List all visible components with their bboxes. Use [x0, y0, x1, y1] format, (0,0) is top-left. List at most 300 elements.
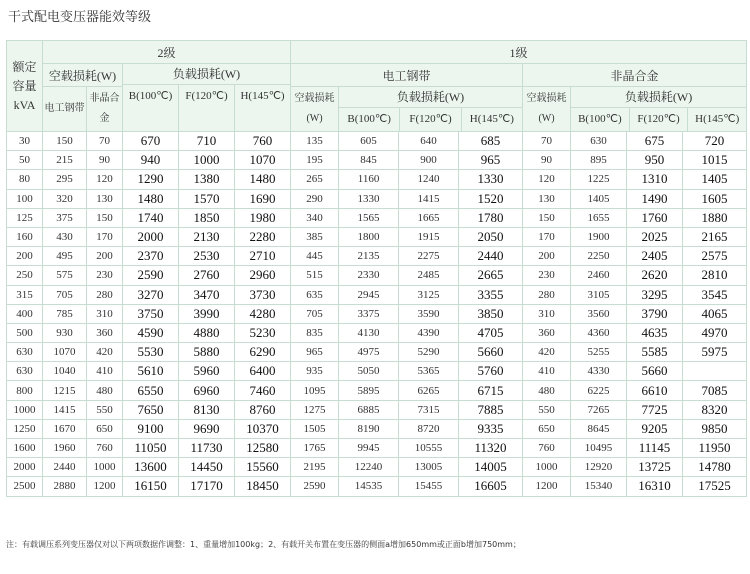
- table-cell: 135: [291, 132, 339, 151]
- table-cell: 3560: [571, 304, 627, 323]
- table-cell: 3295: [627, 285, 683, 304]
- table-cell: 1915: [399, 227, 459, 246]
- table-cell: 6715: [459, 381, 523, 400]
- table-cell: 670: [123, 132, 179, 151]
- table-cell: 11950: [683, 439, 747, 458]
- table-cell: 1070: [43, 343, 87, 362]
- table-row: [7, 439, 747, 458]
- table-cell: 265: [291, 170, 339, 189]
- table-cell: 4635: [627, 323, 683, 342]
- table-cell: 2330: [339, 266, 399, 285]
- table-cell: 3125: [399, 285, 459, 304]
- table-cell: 800: [7, 381, 43, 400]
- table-row: [7, 343, 747, 362]
- table-cell: 9205: [627, 419, 683, 438]
- table-cell: 6610: [627, 381, 683, 400]
- table-cell: 3355: [459, 285, 523, 304]
- g1-amorphous-header: 非晶合金: [523, 64, 747, 87]
- table-cell: 70: [523, 132, 571, 151]
- table-cell: 13725: [627, 458, 683, 477]
- table-cell: 635: [291, 285, 339, 304]
- table-cell: 3545: [683, 285, 747, 304]
- table-cell: 90: [523, 151, 571, 170]
- table-cell: 11050: [123, 439, 179, 458]
- table-cell: 1200: [523, 477, 571, 496]
- table-cell: 845: [339, 151, 399, 170]
- table-cell: 9335: [459, 419, 523, 438]
- table-cell: 1605: [683, 189, 747, 208]
- table-cell: 4065: [683, 304, 747, 323]
- table-cell: 15340: [571, 477, 627, 496]
- table-cell: 5230: [235, 323, 291, 342]
- table-cell: 760: [235, 132, 291, 151]
- load-loss-label: 负载损耗(W): [123, 64, 290, 85]
- table-cell: 7085: [683, 381, 747, 400]
- table-cell: 4705: [459, 323, 523, 342]
- table-cell: 480: [87, 381, 123, 400]
- temp-header-h: H(145℃): [695, 113, 740, 125]
- table-cell: 150: [87, 208, 123, 227]
- table-row: [7, 458, 747, 477]
- table-cell: 2280: [235, 227, 291, 246]
- table-cell: 6225: [571, 381, 627, 400]
- table-cell: 965: [291, 343, 339, 362]
- table-cell: 1215: [43, 381, 87, 400]
- table-cell: 575: [43, 266, 87, 285]
- table-cell: 1275: [291, 400, 339, 419]
- table-cell: 1780: [459, 208, 523, 227]
- table-cell: 1160: [339, 170, 399, 189]
- table-cell: 170: [87, 227, 123, 246]
- table-cell: 9945: [339, 439, 399, 458]
- table-cell: 4280: [235, 304, 291, 323]
- table-cell: 650: [87, 419, 123, 438]
- table-cell: 515: [291, 266, 339, 285]
- table-cell: 4590: [123, 323, 179, 342]
- g1-steel-load-header: [339, 87, 523, 132]
- table-cell: 420: [87, 343, 123, 362]
- table-cell: 720: [683, 132, 747, 151]
- table-row: [7, 189, 747, 208]
- page-title: 干式配电变压器能效等级: [8, 10, 152, 25]
- table-row: [7, 132, 747, 151]
- table-row: [7, 323, 747, 342]
- table-cell: 1570: [179, 189, 235, 208]
- table-cell: 7885: [459, 400, 523, 419]
- temp-header-b: B(100℃): [339, 108, 400, 131]
- table-row: [7, 227, 747, 246]
- table-cell: 13005: [399, 458, 459, 477]
- table-cell: 630: [571, 132, 627, 151]
- table-cell: 2440: [459, 247, 523, 266]
- table-cell: 2500: [7, 477, 43, 496]
- table-cell: 2370: [123, 247, 179, 266]
- table-cell: 120: [87, 170, 123, 189]
- table-cell: 1600: [7, 439, 43, 458]
- table-cell: 3470: [179, 285, 235, 304]
- table-cell: 400: [7, 304, 43, 323]
- table-cell: 6885: [339, 400, 399, 419]
- table-cell: 675: [627, 132, 683, 151]
- table-row: [7, 362, 747, 381]
- table-cell: 5050: [339, 362, 399, 381]
- table-cell: 6960: [179, 381, 235, 400]
- table-cell: 1405: [683, 170, 747, 189]
- table-cell: 1960: [43, 439, 87, 458]
- table-cell: 445: [291, 247, 339, 266]
- table-cell: 1240: [399, 170, 459, 189]
- table-cell: 2810: [683, 266, 747, 285]
- table-cell: 10495: [571, 439, 627, 458]
- table-cell: 2575: [683, 247, 747, 266]
- table-cell: 410: [87, 362, 123, 381]
- table-cell: 360: [523, 323, 571, 342]
- table-cell: 12240: [339, 458, 399, 477]
- table-cell: 310: [87, 304, 123, 323]
- table-cell: 130: [87, 189, 123, 208]
- table-cell: [683, 362, 747, 381]
- grade1-header: 1级: [291, 41, 747, 64]
- table-cell: 315: [7, 285, 43, 304]
- table-row: [7, 247, 747, 266]
- table-cell: 2135: [339, 247, 399, 266]
- table-cell: 1670: [43, 419, 87, 438]
- g2-load-header: [123, 64, 291, 132]
- table-cell: 13600: [123, 458, 179, 477]
- table-cell: 705: [43, 285, 87, 304]
- table-cell: 6290: [235, 343, 291, 362]
- table-cell: 1505: [291, 419, 339, 438]
- table-cell: 4880: [179, 323, 235, 342]
- table-cell: 14450: [179, 458, 235, 477]
- table-cell: 2665: [459, 266, 523, 285]
- table-cell: 5530: [123, 343, 179, 362]
- table-cell: 230: [523, 266, 571, 285]
- table-cell: 6550: [123, 381, 179, 400]
- table-cell: 1480: [123, 189, 179, 208]
- table-cell: 340: [291, 208, 339, 227]
- table-cell: 130: [523, 189, 571, 208]
- table-cell: 250: [7, 266, 43, 285]
- table-row: [7, 266, 747, 285]
- table-cell: 3270: [123, 285, 179, 304]
- table-cell: 1665: [399, 208, 459, 227]
- temp-header-b: B(100℃): [123, 85, 179, 131]
- table-cell: 1000: [7, 400, 43, 419]
- table-cell: 7315: [399, 400, 459, 419]
- table-cell: 14780: [683, 458, 747, 477]
- table-cell: 3750: [123, 304, 179, 323]
- table-cell: 14005: [459, 458, 523, 477]
- g1-amorphous-no-load-header: 空载损耗(W): [523, 87, 571, 132]
- table-cell: 385: [291, 227, 339, 246]
- table-cell: 50: [7, 151, 43, 170]
- table-cell: 3850: [459, 304, 523, 323]
- table-cell: 15560: [235, 458, 291, 477]
- table-cell: 2880: [43, 477, 87, 496]
- table-cell: 1980: [235, 208, 291, 227]
- table-cell: 835: [291, 323, 339, 342]
- table-cell: 930: [43, 323, 87, 342]
- table-cell: 8320: [683, 400, 747, 419]
- table-cell: 7725: [627, 400, 683, 419]
- footnote: 注：有载调压系列变压器仅对以下两项数据作调整：1、重量增加100kg；2、有载开关布置在变压器的侧面a增加650mm或正面b增加750mm；: [6, 540, 521, 549]
- table-cell: 640: [399, 132, 459, 151]
- table-cell: 2460: [571, 266, 627, 285]
- table-cell: 5880: [179, 343, 235, 362]
- table-cell: 215: [43, 151, 87, 170]
- table-cell: 2025: [627, 227, 683, 246]
- table-cell: 760: [87, 439, 123, 458]
- table-cell: 1740: [123, 208, 179, 227]
- table-cell: 1225: [571, 170, 627, 189]
- table-cell: 7265: [571, 400, 627, 419]
- table-cell: 8130: [179, 400, 235, 419]
- table-row: [7, 208, 747, 227]
- table-cell: 200: [87, 247, 123, 266]
- table-cell: 3105: [571, 285, 627, 304]
- table-cell: 360: [87, 323, 123, 342]
- table-cell: 3790: [627, 304, 683, 323]
- temp-header-h: H(145℃): [469, 113, 514, 125]
- table-cell: 150: [43, 132, 87, 151]
- table-cell: 5255: [571, 343, 627, 362]
- table-cell: 17170: [179, 477, 235, 496]
- table-cell: 16150: [123, 477, 179, 496]
- table-cell: 895: [571, 151, 627, 170]
- table-cell: 2760: [179, 266, 235, 285]
- table-cell: 2195: [291, 458, 339, 477]
- table-cell: 2440: [43, 458, 87, 477]
- table-cell: 125: [7, 208, 43, 227]
- table-cell: 1000: [523, 458, 571, 477]
- table-cell: 410: [523, 362, 571, 381]
- table-cell: 18450: [235, 477, 291, 496]
- table-cell: 8190: [339, 419, 399, 438]
- table-cell: 1760: [627, 208, 683, 227]
- table-cell: 2945: [339, 285, 399, 304]
- table-cell: 940: [123, 151, 179, 170]
- table-cell: 3990: [179, 304, 235, 323]
- grade2-header: 2级: [43, 41, 291, 64]
- table-cell: 17525: [683, 477, 747, 496]
- table-cell: 200: [7, 247, 43, 266]
- table-cell: 4360: [571, 323, 627, 342]
- table-cell: 1310: [627, 170, 683, 189]
- table-cell: 6265: [399, 381, 459, 400]
- table-cell: 1000: [179, 151, 235, 170]
- table-cell: 10555: [399, 439, 459, 458]
- table-row: [7, 304, 747, 323]
- table-row: [7, 400, 747, 419]
- table-row: [7, 419, 747, 438]
- table-cell: 5975: [683, 343, 747, 362]
- table-cell: 430: [43, 227, 87, 246]
- g1-amorphous-load-header: [571, 87, 747, 132]
- table-cell: 2165: [683, 227, 747, 246]
- table-cell: 6400: [235, 362, 291, 381]
- efficiency-table: [6, 40, 747, 497]
- table-cell: 195: [291, 151, 339, 170]
- table-cell: 11730: [179, 439, 235, 458]
- table-cell: 2405: [627, 247, 683, 266]
- table-cell: 295: [43, 170, 87, 189]
- table-cell: 5960: [179, 362, 235, 381]
- table-cell: 320: [43, 189, 87, 208]
- table-cell: 1070: [235, 151, 291, 170]
- table-cell: 8645: [571, 419, 627, 438]
- table-cell: 4130: [339, 323, 399, 342]
- table-cell: 900: [399, 151, 459, 170]
- table-cell: 375: [43, 208, 87, 227]
- table-cell: 2130: [179, 227, 235, 246]
- table-row: [7, 285, 747, 304]
- table-cell: 935: [291, 362, 339, 381]
- table-cell: 5585: [627, 343, 683, 362]
- table-cell: 1040: [43, 362, 87, 381]
- table-cell: 1480: [235, 170, 291, 189]
- temp-header-b: B(100℃): [571, 108, 630, 131]
- table-cell: 160: [7, 227, 43, 246]
- table-cell: 4975: [339, 343, 399, 362]
- table-cell: 1200: [87, 477, 123, 496]
- table-cell: 480: [523, 381, 571, 400]
- table-cell: 30: [7, 132, 43, 151]
- table-cell: 5290: [399, 343, 459, 362]
- table-cell: 685: [459, 132, 523, 151]
- g1-steel-header: 电工钢带: [291, 64, 523, 87]
- table-cell: 1250: [7, 419, 43, 438]
- table-cell: 5610: [123, 362, 179, 381]
- g2-no-load-header: 空载损耗(W): [43, 64, 123, 87]
- table-cell: 1380: [179, 170, 235, 189]
- table-cell: 2590: [123, 266, 179, 285]
- g2-amorphous-header: 非晶合金: [87, 87, 123, 132]
- rated-capacity-header: 额定容量kVA: [7, 41, 43, 132]
- table-cell: 8760: [235, 400, 291, 419]
- table-cell: 2590: [291, 477, 339, 496]
- load-loss-label: 负载损耗(W): [571, 87, 746, 108]
- table-cell: 950: [627, 151, 683, 170]
- temp-header-f: F(120℃): [179, 85, 235, 131]
- table-cell: 1765: [291, 439, 339, 458]
- table-cell: 7650: [123, 400, 179, 419]
- table-cell: 5760: [459, 362, 523, 381]
- table-cell: 8720: [399, 419, 459, 438]
- table-cell: 12920: [571, 458, 627, 477]
- table-cell: 630: [7, 343, 43, 362]
- table-cell: 650: [523, 419, 571, 438]
- g2-steel-header: 电工钢带: [43, 87, 87, 132]
- table-cell: 80: [7, 170, 43, 189]
- table-cell: 1850: [179, 208, 235, 227]
- table-cell: 3375: [339, 304, 399, 323]
- table-cell: 2250: [571, 247, 627, 266]
- table-cell: 9100: [123, 419, 179, 438]
- table-cell: 120: [523, 170, 571, 189]
- table-cell: 10370: [235, 419, 291, 438]
- table-cell: 230: [87, 266, 123, 285]
- temp-header-f: F(120℃): [630, 108, 689, 131]
- table-cell: 12580: [235, 439, 291, 458]
- table-cell: 4330: [571, 362, 627, 381]
- table-cell: 1800: [339, 227, 399, 246]
- table-cell: 150: [523, 208, 571, 227]
- table-row: [7, 170, 747, 189]
- table-cell: 11320: [459, 439, 523, 458]
- table-cell: 2620: [627, 266, 683, 285]
- table-cell: 15455: [399, 477, 459, 496]
- table-cell: 2275: [399, 247, 459, 266]
- table-row: [7, 381, 747, 400]
- table-cell: 7460: [235, 381, 291, 400]
- table-cell: 3730: [235, 285, 291, 304]
- table-cell: 16605: [459, 477, 523, 496]
- table-cell: 1095: [291, 381, 339, 400]
- table-cell: 550: [523, 400, 571, 419]
- table-cell: 2000: [123, 227, 179, 246]
- table-cell: 1490: [627, 189, 683, 208]
- table-cell: 70: [87, 132, 123, 151]
- table-cell: 1900: [571, 227, 627, 246]
- table-cell: 2050: [459, 227, 523, 246]
- table-cell: 4970: [683, 323, 747, 342]
- table-cell: 3590: [399, 304, 459, 323]
- table-cell: 760: [523, 439, 571, 458]
- table-cell: 1000: [87, 458, 123, 477]
- table-row: [7, 477, 747, 496]
- table-cell: 5660: [627, 362, 683, 381]
- table-cell: 1290: [123, 170, 179, 189]
- table-cell: 500: [7, 323, 43, 342]
- table-cell: 170: [523, 227, 571, 246]
- table-cell: 2485: [399, 266, 459, 285]
- table-cell: 550: [87, 400, 123, 419]
- table-cell: 1330: [339, 189, 399, 208]
- table-cell: 14535: [339, 477, 399, 496]
- table-cell: 2710: [235, 247, 291, 266]
- table-cell: 200: [523, 247, 571, 266]
- table-cell: 11145: [627, 439, 683, 458]
- table-cell: 785: [43, 304, 87, 323]
- table-cell: 2960: [235, 266, 291, 285]
- table-cell: 495: [43, 247, 87, 266]
- table-cell: 420: [523, 343, 571, 362]
- table-cell: 5895: [339, 381, 399, 400]
- table-cell: 1565: [339, 208, 399, 227]
- temp-header-f: F(120℃): [400, 108, 461, 131]
- g1-steel-no-load-header: 空载损耗(W): [291, 87, 339, 132]
- table-cell: 280: [523, 285, 571, 304]
- table-cell: 280: [87, 285, 123, 304]
- table-cell: 100: [7, 189, 43, 208]
- table-cell: 1415: [399, 189, 459, 208]
- temp-header-h: H(145℃): [240, 90, 285, 102]
- table-cell: 9690: [179, 419, 235, 438]
- table-cell: 2530: [179, 247, 235, 266]
- table-cell: 705: [291, 304, 339, 323]
- table-cell: 710: [179, 132, 235, 151]
- table-cell: 16310: [627, 477, 683, 496]
- table-cell: 1405: [571, 189, 627, 208]
- table-cell: 4390: [399, 323, 459, 342]
- table-cell: 290: [291, 189, 339, 208]
- table-cell: 1520: [459, 189, 523, 208]
- table-body: [7, 132, 747, 497]
- table-cell: 605: [339, 132, 399, 151]
- table-cell: 5365: [399, 362, 459, 381]
- table-row: [7, 151, 747, 170]
